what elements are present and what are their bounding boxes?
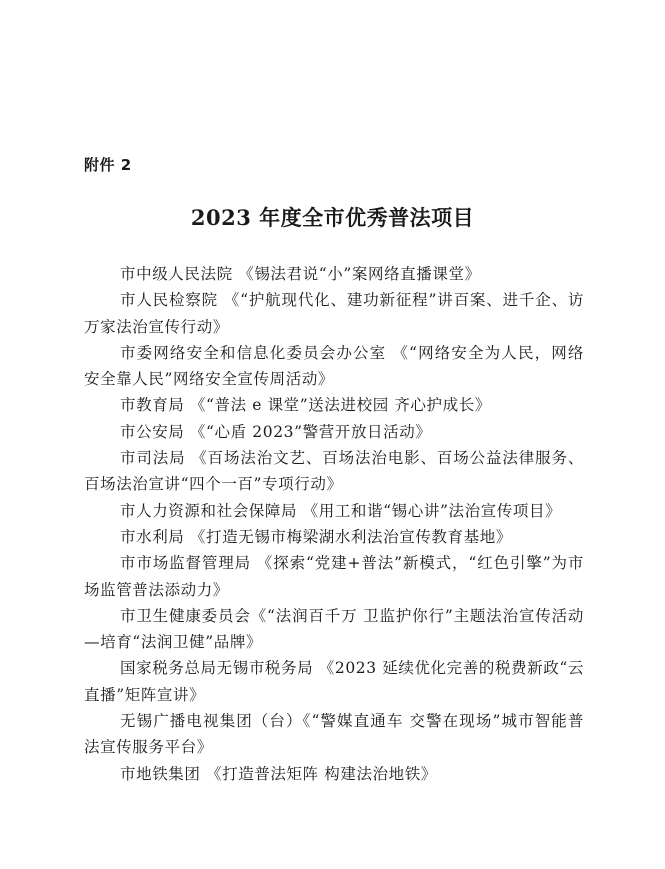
project-entry-justice: 市司法局 《百场法治文艺、百场法治电影、百场公益法律服务、百场法治宣讲“四个一百”专项行动》: [84, 449, 584, 494]
project-entry-water: 市水利局 《打造无锡市梅梁湖水利法治宣传教育基地》: [120, 527, 512, 546]
project-entry-tax: 国家税务总局无锡市税务局 《2023 延续优化完善的税费新政“云直播”矩阵宣讲》: [84, 659, 584, 704]
attachment-label: 附件 2: [84, 156, 132, 174]
project-entry-broadcast: 无锡广播电视集团（台）《“警媒直通车 交警在现场”城市智能普法宣传服务平台》: [84, 712, 584, 757]
project-entry-metro: 市地铁集团 《打造普法矩阵 构建法治地铁》: [120, 764, 437, 783]
project-entry-human-resources: 市人力资源和社会保障局 《用工和谐“锡心讲”法治宣传项目》: [120, 501, 562, 520]
project-entry-health: 市卫生健康委员会《“法润百千万 卫监护你行”主题法治宣传活动—培育“法润卫健”品牌》: [84, 606, 584, 652]
project-entry-market: 市市场监督管理局 《探索“党建+普法”新模式，“红色引擎”为市场监管普法添动力》: [84, 554, 584, 599]
document-title: 2023 年度全市优秀普法项目: [190, 205, 475, 230]
project-entry-court: 市中级人民法院 《锡法君说“小”案网络直播课堂》: [120, 265, 481, 283]
project-entry-cyberspace: 市委网络安全和信息化委员会办公室 《“网络安全为人民，网络安全靠人民”网络安全宣传周活动》: [84, 343, 584, 389]
project-entry-procuratorate: 市人民检察院 《“护航现代化、建功新征程”讲百案、进千企、访万家法治宣传行动》: [84, 291, 584, 336]
project-list: [84, 261, 584, 787]
project-entry-public-security: 市公安局 《“心盾 2023”警营开放日活动》: [120, 422, 432, 441]
project-entry-education: 市教育局 《“普法 e 课堂”送法进校园 齐心护成长》: [120, 396, 491, 415]
